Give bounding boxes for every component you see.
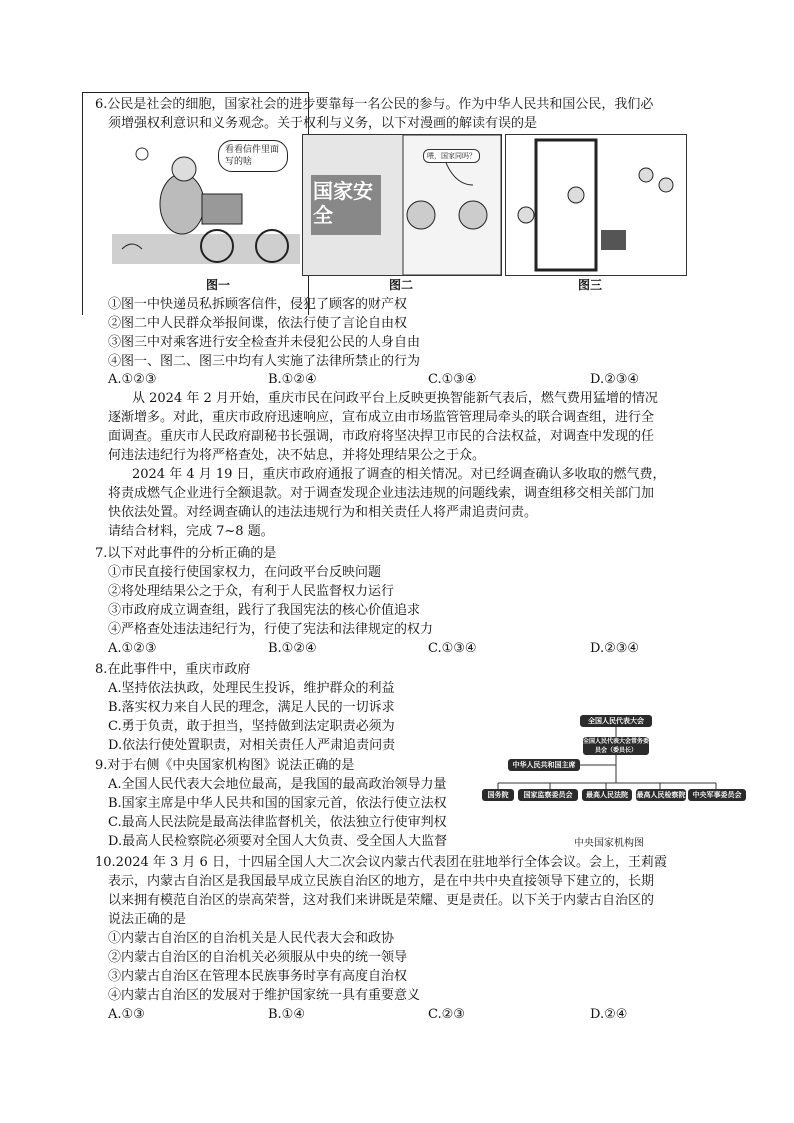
q6-option-b[interactable]: B.①②④ xyxy=(268,372,317,387)
org-president: 中华人民共和国主席 xyxy=(508,759,580,771)
q9-stem: 9.对于右侧《中央国家机构图》说法正确的是 xyxy=(95,758,355,773)
caption-fig2: 图二 xyxy=(388,278,413,292)
org-state-council: 国务院 xyxy=(482,789,514,801)
material-p2-line1: 2024 年 4 月 19 日，重庆市政府通报了调查的相关情况。对已经调查确认多收取的燃气费， xyxy=(132,467,666,482)
org-supervisory-commission: 国家监察委员会 xyxy=(518,789,578,801)
q6-item-1: ①图一中快递员私拆顾客信件，侵犯了顾客的财产权 xyxy=(108,297,408,312)
q7-option-d[interactable]: D.②③④ xyxy=(590,641,640,656)
q7-stem: 7.以下对此事件的分析正确的是 xyxy=(95,546,277,561)
org-chart-caption: 中央国家机构图 xyxy=(574,838,644,849)
q6-stem-line1: 6.公民是社会的细胞，国家社会的进步要靠每一名公民的参与。作为中华人民共和国公民，我们必 xyxy=(95,97,654,112)
cartoon-3 xyxy=(505,134,687,276)
caption-fig1: 图一 xyxy=(205,278,230,292)
q8-stem: 8.在此事件中，重庆市政府 xyxy=(95,662,251,677)
material-p2-line2: 将责成燃气企业进行全额退款。对于调查发现企业违法违规的问题线索，调查组移交相关部门加 xyxy=(108,486,655,501)
q8-option-a[interactable]: A.坚持依法执政，处理民生投诉，维护群众的利益 xyxy=(108,681,395,696)
q6-item-2: ②图二中人民群众举报间谍，依法行使了言论自由权 xyxy=(108,316,408,331)
q10-item-3: ③内蒙古自治区在管理本民族事务时享有高度自治权 xyxy=(108,969,408,984)
q10-stem-line4: 说法正确的是 xyxy=(108,912,187,927)
q7-item-2: ②将处理结果公之于众，有利于人民监督权力运行 xyxy=(108,584,395,599)
q7-option-a[interactable]: A.①②③ xyxy=(108,641,157,656)
q6-item-3: ③图三中对乘客进行安全检查并未侵犯公民的人身自由 xyxy=(108,335,421,350)
q8-option-c[interactable]: C.勇于负责，敢于担当，坚持做到法定职责必须为 xyxy=(108,719,395,734)
q10-item-1: ①内蒙古自治区的自治机关是人民代表大会和政协 xyxy=(108,931,395,946)
q10-item-4: ④内蒙古自治区的发展对于维护国家统一具有重要意义 xyxy=(108,988,421,1003)
caption-fig3: 图三 xyxy=(577,278,602,292)
cartoon-2 xyxy=(302,134,502,276)
q10-option-a[interactable]: A.①③ xyxy=(108,1007,145,1022)
material-p1-line1: 从 2024 年 2 月开始，重庆市民在问政平台上反映更换智能新气表后，燃气费用猛增的情况 xyxy=(132,391,658,406)
q10-option-d[interactable]: D.②④ xyxy=(590,1007,628,1022)
org-central-military-commission: 中央军事委员会 xyxy=(688,789,746,801)
q10-item-2: ②内蒙古自治区的自治机关必须服从中央的统一领导 xyxy=(108,950,408,965)
q7-item-3: ③市政府成立调查组，践行了我国宪法的核心价值追求 xyxy=(108,603,421,618)
q10-stem-line1: 10.2024 年 3 月 6 日，十四届全国人大二次会议内蒙古代表团在驻地举行全体会议。会上，王莉霞 xyxy=(95,855,667,870)
material-p1-line3: 面调查。重庆市人民政府副秘书长强调，市政府将坚决捍卫市民的合法权益，对调查中发现的任 xyxy=(108,429,655,444)
state-organs-chart xyxy=(480,715,750,815)
material-p2-line3: 快依法处置。对经调查确认的违法违规行为和相关责任人将严肃追责问责。 xyxy=(108,505,538,520)
q6-option-c[interactable]: C.①③④ xyxy=(428,372,477,387)
material-p1-line2: 逐渐增多。对此，重庆市政府迅速响应，宣布成立由市场监管管理局牵头的联合调查组，进行全 xyxy=(108,410,655,425)
q7-item-1: ①市民直接行使国家权力，在问政平台反映问题 xyxy=(108,565,382,580)
q7-item-4: ④严格查处违法违纪行为，行使了宪法和法律规定的权力 xyxy=(108,622,434,637)
q6-option-a[interactable]: A.①②③ xyxy=(108,372,157,387)
q6-option-d[interactable]: D.②③④ xyxy=(590,372,640,387)
q9-option-b[interactable]: B.国家主席是中华人民共和国的国家元首，依法行使立法权 xyxy=(108,796,447,811)
phone-bubble: 喂，国家同吗？ xyxy=(423,149,480,163)
q10-option-b[interactable]: B.①④ xyxy=(268,1007,305,1022)
q10-stem-line2: 表示，内蒙古自治区是我国最早成立民族自治区的地方，是在中共中央直接领导下建立的，长期 xyxy=(108,874,655,889)
q8-option-d[interactable]: D.依法行使处置职责，对相关责任人严肃追责问责 xyxy=(108,738,396,753)
q6-stem-line2: 须增强权利意识和义务观念。关于权利与义务，以下对漫画的解读有误的是 xyxy=(108,116,538,131)
org-supreme-procuratorate: 最高人民检察院 xyxy=(636,791,686,799)
speech-bubble-text: 看看信件里面写的啥 xyxy=(225,145,280,167)
q7-option-b[interactable]: B.①②④ xyxy=(268,641,317,656)
q9-option-d[interactable]: D.最高人民检察院必须要对全国人大负责、受全国人大监督 xyxy=(108,834,448,849)
org-supreme-court: 最高人民法院 xyxy=(582,789,632,801)
material-prompt: 请结合材料，完成 7~8 题。 xyxy=(108,524,274,539)
q6-item-4: ④图一、图二、图三中均有人实施了法律所禁止的行为 xyxy=(108,354,421,369)
q10-option-c[interactable]: C.②③ xyxy=(428,1007,465,1022)
q8-option-b[interactable]: B.落实权力来自人民的理念，满足人民的一切诉求 xyxy=(108,700,395,715)
org-npc: 全国人民代表大会 xyxy=(580,715,652,727)
q9-option-a[interactable]: A.全国人民代表大会地位最高，是我国的最高政治领导力量 xyxy=(108,777,447,792)
org-npc-standing-committee: 全国人民代表大会常务委员会（委员长） xyxy=(583,738,650,754)
poster-national-security: 国家安全 xyxy=(313,179,373,227)
speech-bubble xyxy=(218,140,288,172)
material-p1-line4: 何违法违纪行为将严格查处，决不姑息，并将处理结果公之于众。 xyxy=(108,448,486,463)
q10-stem-line3: 以来拥有模范自治区的崇高荣誉，这对我们来讲既是荣耀、更是责任。以下关于内蒙古自治区的 xyxy=(108,893,655,908)
q9-option-c[interactable]: C.最高人民法院是最高法律监督机关，依法独立行使审判权 xyxy=(108,815,447,830)
q7-option-c[interactable]: C.①③④ xyxy=(428,641,477,656)
